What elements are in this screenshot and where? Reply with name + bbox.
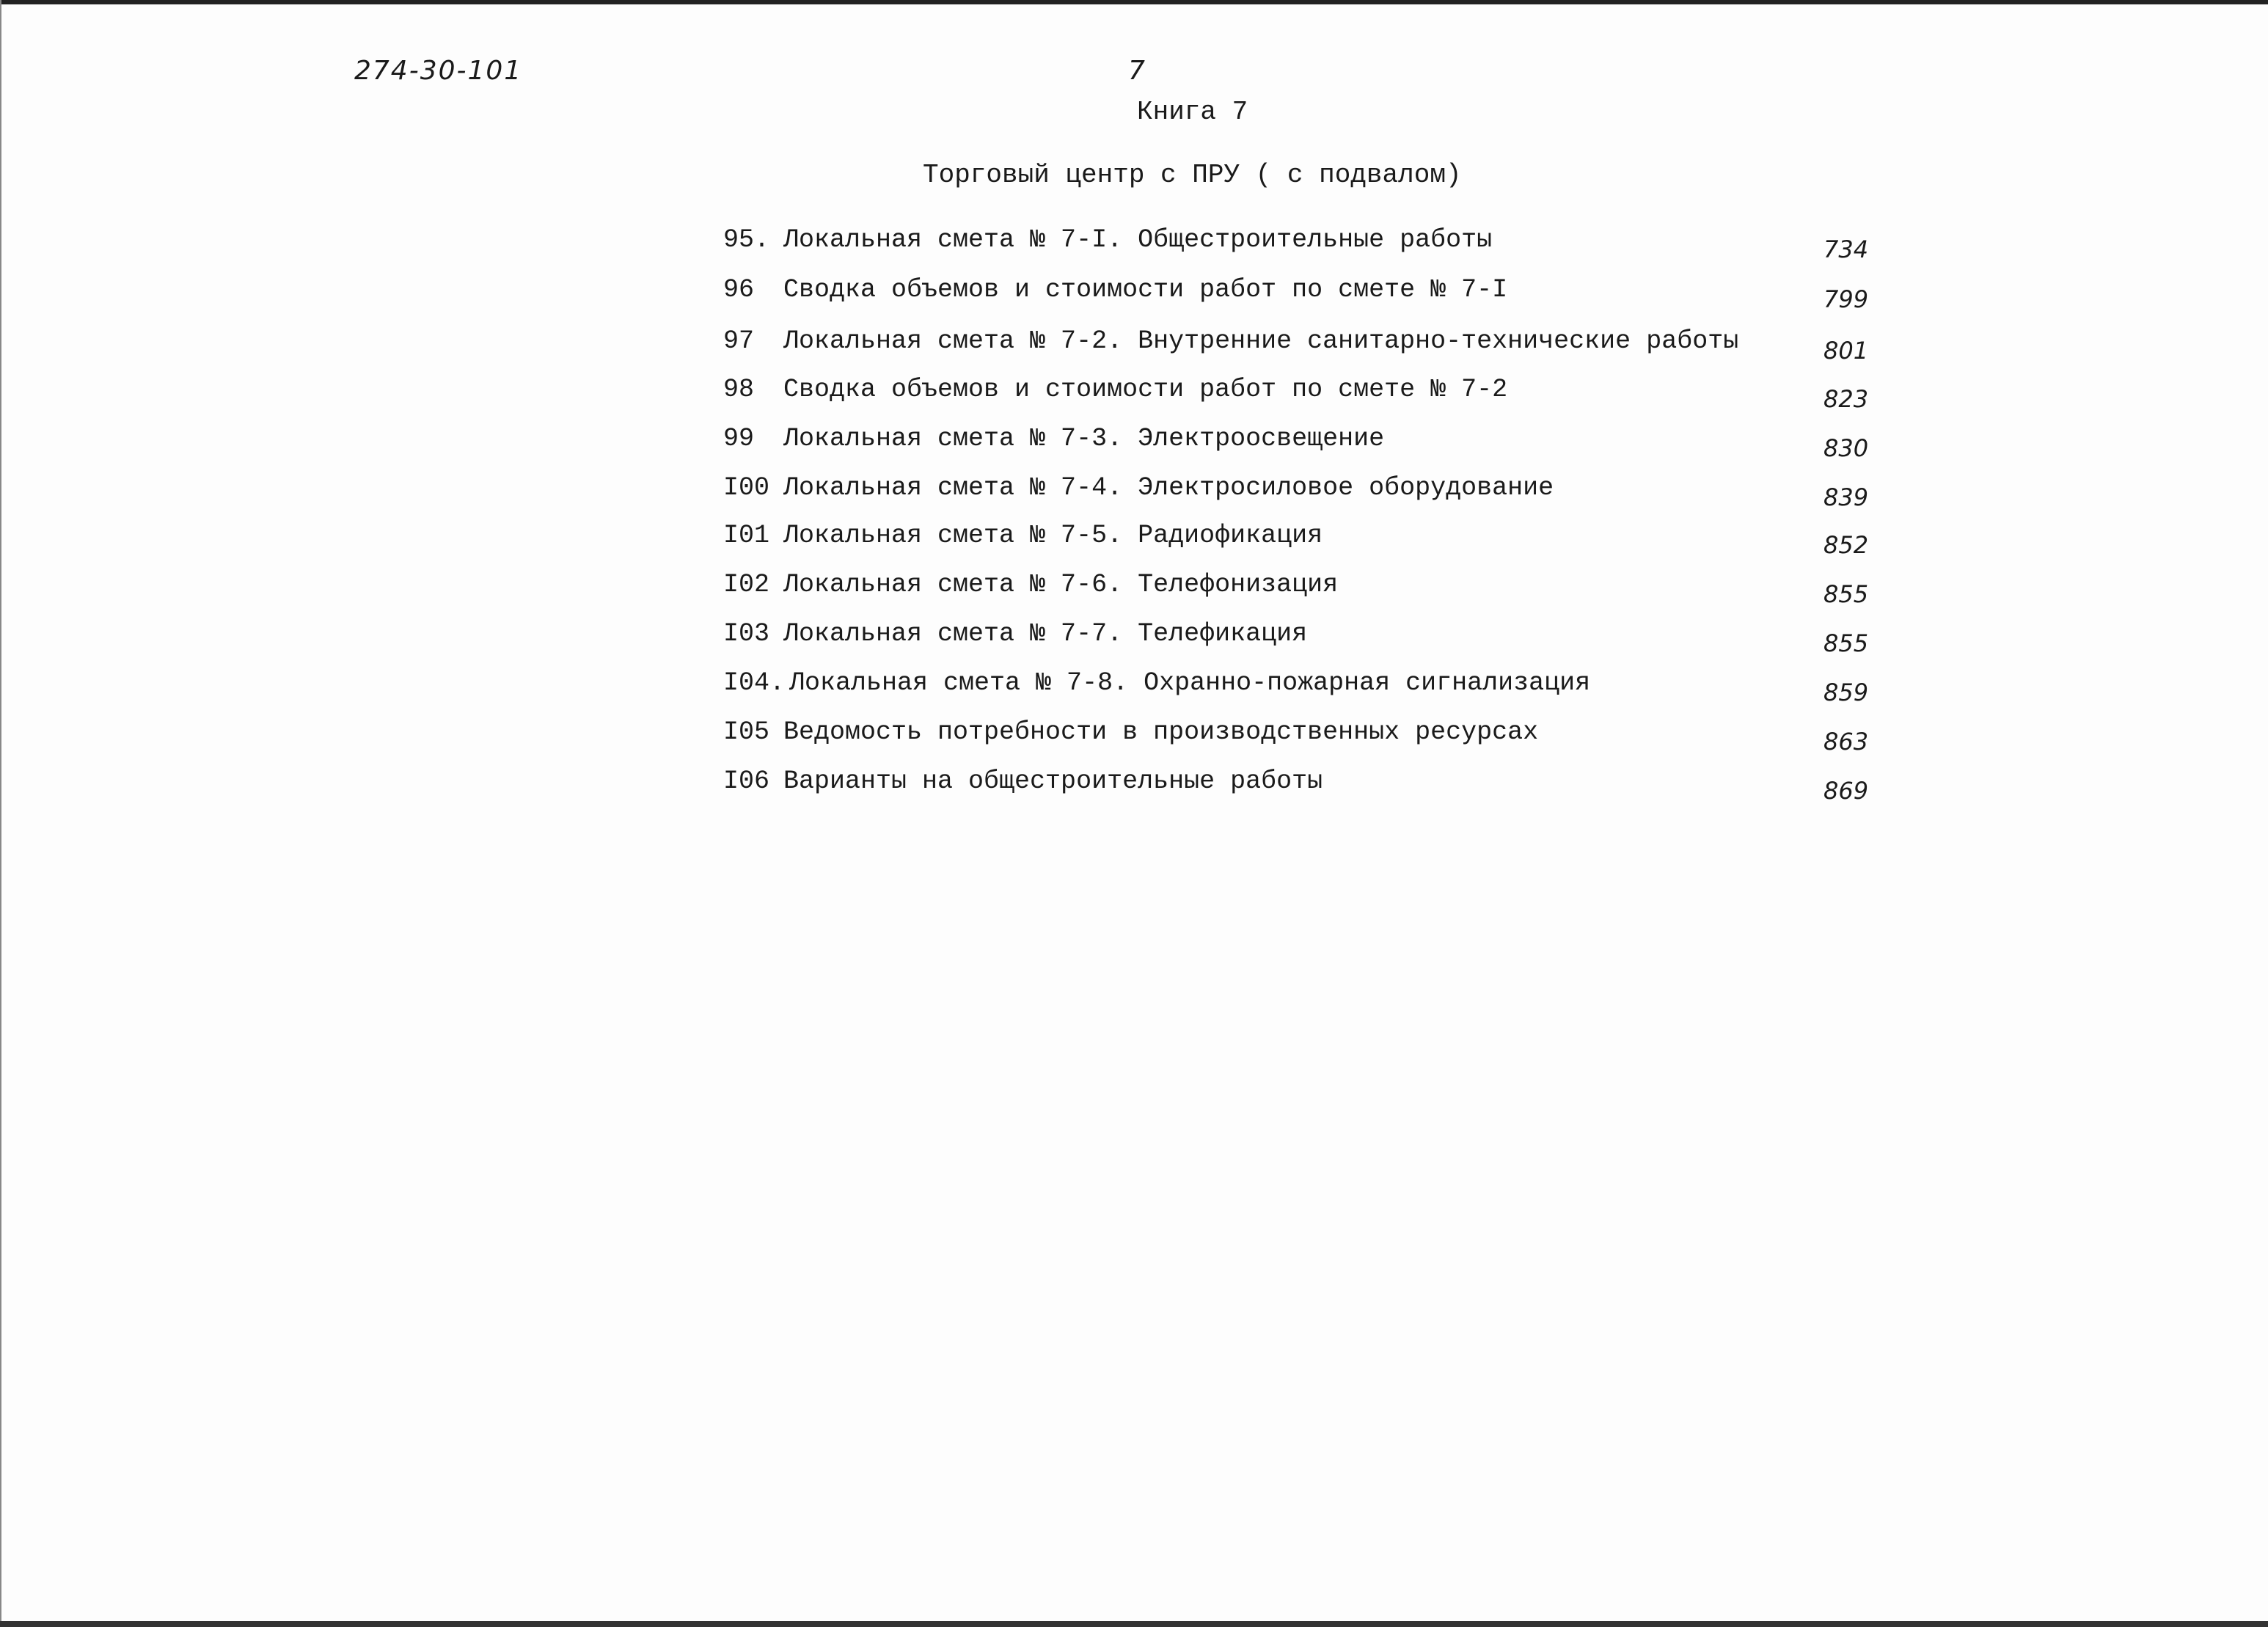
document-code: 274-30-101 [354, 56, 523, 86]
entry-number: 98 [723, 375, 755, 404]
entry-page: 799 [1823, 285, 1869, 313]
toc-entry [723, 668, 1897, 705]
entry-number: 96 [723, 275, 755, 304]
entry-page: 859 [1823, 679, 1869, 706]
page-number: 7 [1128, 56, 1145, 86]
toc-entry [723, 473, 1897, 510]
toc-entry [723, 570, 1897, 607]
toc-entry [723, 619, 1897, 656]
toc-entry [723, 375, 1897, 412]
toc-entry [723, 717, 1897, 754]
entry-number: I06 [723, 767, 770, 796]
entry-title: Варианты на общестроительные работы [783, 767, 1323, 796]
entry-title: Локальная смета № 7-2. Внутренние санитарно-технические работы [783, 326, 1739, 356]
scan-edge-left [0, 0, 1, 1627]
book-heading: Книга 7 [1137, 97, 1248, 127]
entry-title: Сводка объемов и стоимости работ по смете № 7-I [783, 275, 1508, 304]
entry-title: Локальная смета № 7-6. Телефонизация [783, 570, 1339, 599]
entry-page: 869 [1823, 777, 1869, 805]
entry-number: 97 [723, 326, 755, 356]
entry-title: Локальная смета № 7-5. Радиофикация [783, 521, 1323, 550]
entry-page: 855 [1823, 629, 1869, 657]
entry-title: Ведомость потребности в производственных ресурсах [783, 717, 1539, 747]
entry-page: 852 [1823, 531, 1869, 559]
entry-number: I03 [723, 619, 770, 648]
toc-entry [723, 521, 1897, 557]
entry-page: 801 [1823, 337, 1869, 365]
entry-page: 830 [1823, 434, 1869, 462]
entry-title: Локальная смета № 7-I. Общестроительные работы [783, 225, 1493, 255]
entry-number: I05 [723, 717, 770, 747]
entry-number: I01 [723, 521, 770, 550]
entry-title: Локальная смета № 7-4. Электросиловое оборудование [783, 473, 1554, 502]
entry-page: 823 [1823, 385, 1869, 413]
toc-entry [723, 326, 1897, 363]
entry-number: I00 [723, 473, 770, 502]
toc-entry [723, 424, 1897, 461]
toc-entry [723, 767, 1897, 803]
scan-edge-top [0, 0, 2268, 4]
toc-entry [723, 275, 1897, 312]
entry-page: 734 [1823, 235, 1869, 263]
entry-page: 855 [1823, 580, 1869, 608]
entry-page: 863 [1823, 728, 1869, 756]
entry-page: 839 [1823, 483, 1869, 511]
entry-number: 99 [723, 424, 755, 453]
toc-entry [723, 225, 1897, 262]
entry-title: Локальная смета № 7-7. Телефикация [783, 619, 1308, 648]
entry-number: I02 [723, 570, 770, 599]
entry-number: 95. [723, 225, 770, 255]
entry-title: Локальная смета № 7-8. Охранно-пожарная сигнализация [789, 668, 1591, 698]
scan-edge-bottom [0, 1621, 2268, 1627]
section-title: Торговый центр с ПРУ ( с подвалом) [923, 160, 1462, 190]
entry-title: Сводка объемов и стоимости работ по смете № 7-2 [783, 375, 1508, 404]
entry-title: Локальная смета № 7-3. Электроосвещение [783, 424, 1385, 453]
entry-number: I04. [723, 668, 786, 698]
